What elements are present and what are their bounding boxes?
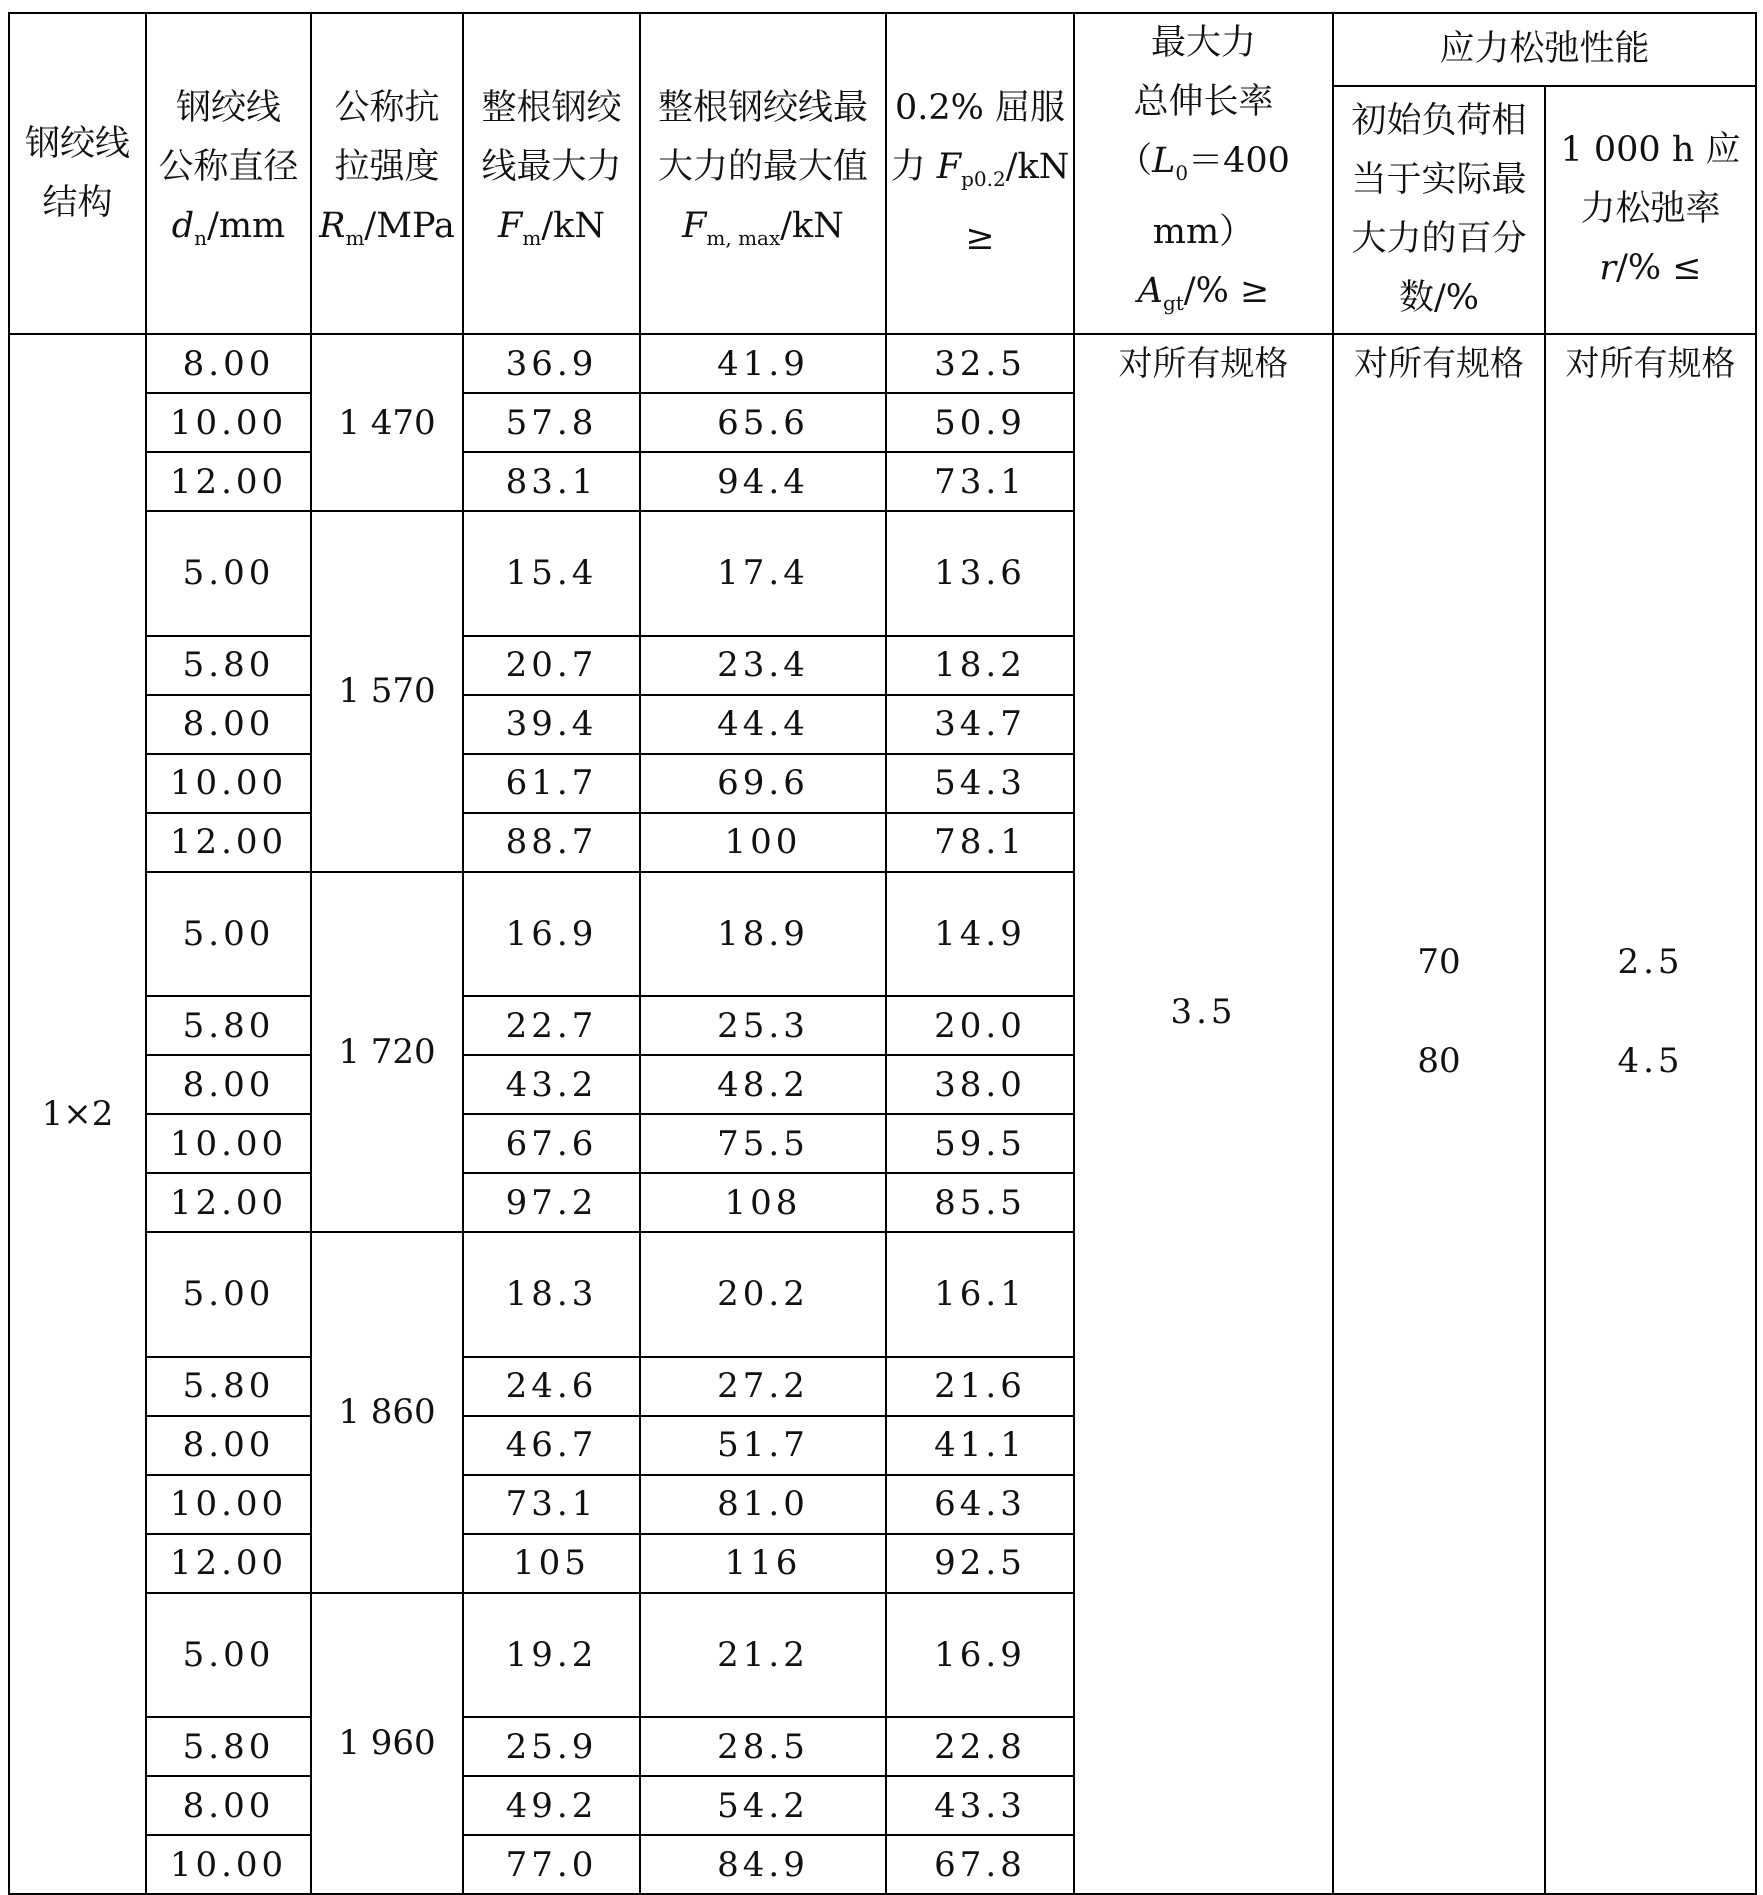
- strength-cell: 1 570: [311, 511, 463, 872]
- max-force-max-cell: 108: [640, 1173, 886, 1232]
- strength-cell: 1 860: [311, 1232, 463, 1593]
- relaxation-rate-value: 4.5: [1617, 1041, 1684, 1081]
- max-force-max-cell: 18.9: [640, 872, 886, 997]
- max-force-cell: 73.1: [463, 1475, 640, 1534]
- max-force-max-cell: 21.2: [640, 1593, 886, 1718]
- max-force-cell: 16.9: [463, 872, 640, 997]
- diameter-cell: 8.00: [146, 334, 311, 393]
- yield-force-cell: 22.8: [886, 1717, 1074, 1776]
- diameter-cell: 10.00: [146, 1475, 311, 1534]
- yield-force-cell: 43.3: [886, 1776, 1074, 1835]
- max-force-cell: 25.9: [463, 1717, 640, 1776]
- diameter-cell: 12.00: [146, 1534, 311, 1593]
- max-force-max-cell: 27.2: [640, 1357, 886, 1416]
- yield-force-cell: 59.5: [886, 1114, 1074, 1173]
- diameter-cell: 12.00: [146, 452, 311, 511]
- max-force-max-cell: 81.0: [640, 1475, 886, 1534]
- yield-force-cell: 16.9: [886, 1593, 1074, 1718]
- diameter-cell: 8.00: [146, 1776, 311, 1835]
- max-force-cell: 57.8: [463, 393, 640, 452]
- yield-force-cell: 78.1: [886, 813, 1074, 872]
- max-force-max-cell: 20.2: [640, 1232, 886, 1357]
- diameter-cell: 8.00: [146, 1055, 311, 1114]
- header-strength: 公称抗 拉强度 $R_m$/MPa: [311, 13, 463, 334]
- table-row: [9, 334, 1756, 393]
- max-force-cell: 43.2: [463, 1055, 640, 1114]
- max-force-cell: 97.2: [463, 1173, 640, 1232]
- diameter-cell: 10.00: [146, 754, 311, 813]
- max-force-max-cell: 17.4: [640, 511, 886, 636]
- diameter-cell: 12.00: [146, 813, 311, 872]
- elongation-cell: [1074, 334, 1333, 1894]
- diameter-cell: 5.00: [146, 872, 311, 997]
- yield-force-cell: 64.3: [886, 1475, 1074, 1534]
- diameter-cell: 5.00: [146, 1232, 311, 1357]
- diameter-cell: 5.80: [146, 1717, 311, 1776]
- diameter-cell: 8.00: [146, 695, 311, 754]
- max-force-cell: 61.7: [463, 754, 640, 813]
- max-force-cell: 83.1: [463, 452, 640, 511]
- yield-force-cell: 18.2: [886, 636, 1074, 695]
- header-elongation: 最大力 总伸长率 （$L_0=400$ mm） $A_{gt}/\%$ ≥: [1074, 13, 1333, 334]
- diameter-cell: 10.00: [146, 1835, 311, 1894]
- max-force-cell: 20.7: [463, 636, 640, 695]
- strength-cell: 1 470: [311, 334, 463, 511]
- max-force-cell: 39.4: [463, 695, 640, 754]
- max-force-max-cell: 65.6: [640, 393, 886, 452]
- max-force-max-cell: 54.2: [640, 1776, 886, 1835]
- yield-force-cell: 34.7: [886, 695, 1074, 754]
- diameter-cell: 5.00: [146, 1593, 311, 1718]
- yield-force-cell: 13.6: [886, 511, 1074, 636]
- header-max-force-max: 整根钢绞线最 大力的最大值 $F_{m, max}/kN$: [640, 13, 886, 334]
- header-relaxation-group: 应力松弛性能: [1333, 13, 1756, 86]
- diameter-cell: 5.80: [146, 636, 311, 695]
- max-force-cell: 67.6: [463, 1114, 640, 1173]
- strength-cell: 1 720: [311, 872, 463, 1233]
- spec-table: [8, 12, 1757, 1895]
- initial-load-cell: [1333, 334, 1545, 1894]
- table-body: [9, 334, 1756, 1894]
- all-specs-note: 对所有规格: [1118, 344, 1289, 384]
- max-force-max-cell: 116: [640, 1534, 886, 1593]
- header-yield-force: 0.2% 屈服 力 $F_{p0.2}/kN$ ≥: [886, 13, 1074, 334]
- max-force-cell: 18.3: [463, 1232, 640, 1357]
- yield-force-cell: 21.6: [886, 1357, 1074, 1416]
- max-force-max-cell: 41.9: [640, 334, 886, 393]
- yield-force-cell: 20.0: [886, 996, 1074, 1055]
- diameter-cell: 10.00: [146, 1114, 311, 1173]
- header-initial-load: 初始负荷相 当于实际最 大力的百分 数/%: [1333, 86, 1545, 334]
- max-force-max-cell: 84.9: [640, 1835, 886, 1894]
- initial-load-value: 70: [1417, 942, 1461, 982]
- yield-force-cell: 41.1: [886, 1416, 1074, 1475]
- max-force-cell: 15.4: [463, 511, 640, 636]
- diameter-cell: 5.80: [146, 996, 311, 1055]
- header-max-force: 整根钢绞 线最大力 $F_m/kN$: [463, 13, 640, 334]
- all-specs-note: 对所有规格: [1354, 344, 1524, 384]
- yield-force-cell: 85.5: [886, 1173, 1074, 1232]
- yield-force-cell: 14.9: [886, 872, 1074, 997]
- max-force-max-cell: 44.4: [640, 695, 886, 754]
- yield-force-cell: 54.3: [886, 754, 1074, 813]
- yield-force-cell: 16.1: [886, 1232, 1074, 1357]
- max-force-max-cell: 25.3: [640, 996, 886, 1055]
- diameter-cell: 5.80: [146, 1357, 311, 1416]
- strength-cell: 1 960: [311, 1593, 463, 1895]
- yield-force-cell: 38.0: [886, 1055, 1074, 1114]
- max-force-cell: 88.7: [463, 813, 640, 872]
- relaxation-rate-value: 2.5: [1617, 942, 1684, 982]
- max-force-cell: 49.2: [463, 1776, 640, 1835]
- yield-force-cell: 32.5: [886, 334, 1074, 393]
- max-force-max-cell: 94.4: [640, 452, 886, 511]
- yield-force-cell: 67.8: [886, 1835, 1074, 1894]
- diameter-cell: 5.00: [146, 511, 311, 636]
- diameter-cell: 8.00: [146, 1416, 311, 1475]
- diameter-cell: 10.00: [146, 393, 311, 452]
- yield-force-cell: 92.5: [886, 1534, 1074, 1593]
- structure-cell: 1×2: [9, 334, 146, 1894]
- max-force-cell: 46.7: [463, 1416, 640, 1475]
- relaxation-rate-cell: [1545, 334, 1756, 1894]
- max-force-max-cell: 75.5: [640, 1114, 886, 1173]
- elongation-value: 3.5: [1170, 992, 1237, 1032]
- max-force-max-cell: 23.4: [640, 636, 886, 695]
- all-specs-note: 对所有规格: [1565, 344, 1736, 384]
- max-force-max-cell: 48.2: [640, 1055, 886, 1114]
- header-diameter: 钢绞线 公称直径 $d_n/mm$: [146, 13, 311, 334]
- initial-load-value: 80: [1417, 1041, 1461, 1081]
- diameter-cell: 12.00: [146, 1173, 311, 1232]
- max-force-max-cell: 100: [640, 813, 886, 872]
- header-relaxation-rate: 1 000 h 应 力松弛率 r/% ≤: [1545, 86, 1756, 334]
- max-force-cell: 22.7: [463, 996, 640, 1055]
- max-force-cell: 19.2: [463, 1593, 640, 1718]
- yield-force-cell: 73.1: [886, 452, 1074, 511]
- max-force-max-cell: 28.5: [640, 1717, 886, 1776]
- header-structure: 钢绞线 结构: [9, 13, 146, 334]
- max-force-cell: 36.9: [463, 334, 640, 393]
- max-force-cell: 24.6: [463, 1357, 640, 1416]
- max-force-max-cell: 69.6: [640, 754, 886, 813]
- yield-force-cell: 50.9: [886, 393, 1074, 452]
- max-force-cell: 105: [463, 1534, 640, 1593]
- max-force-max-cell: 51.7: [640, 1416, 886, 1475]
- max-force-cell: 77.0: [463, 1835, 640, 1894]
